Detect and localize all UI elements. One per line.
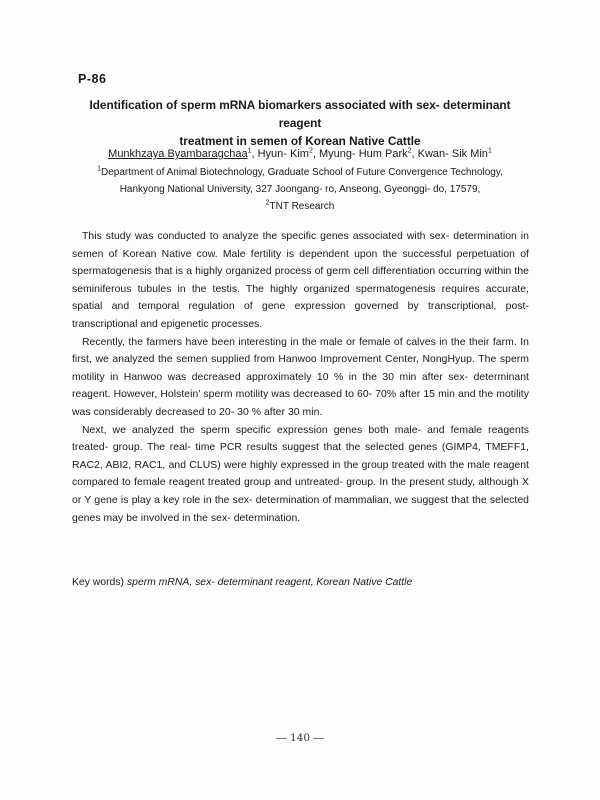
abstract-body <box>72 228 529 527</box>
keywords-label: Key words) <box>72 577 124 588</box>
author-list <box>70 146 530 163</box>
abstract-paragraph-1: This study was conducted to analyze the specific genes associated with sex- determination in semen of Korean Native cow. Male fertility is dependent upon the successful perpetuation of spermatogenesis that is a highly organized process of germ cell differentiation occurring within the seminiferous tubules in the testis. The highly organized spermatogenesis requires accurate, spatial and temporal regulation of gene expression governed by transcriptional, post- transcriptional and epigenetic processes. <box>72 231 529 330</box>
author-4: , Kwan- Sik Min <box>411 148 488 160</box>
affiliation-1-line-1 <box>60 164 540 181</box>
keywords <box>72 574 532 591</box>
page-number: ― 140 ― <box>276 732 324 744</box>
abstract-paragraph-3: Next, we analyzed the sperm specific expression genes both male- and female reagents treated- group. The real- time PCR results suggest that the selected genes (GIMP4, TMEFF1, RAC2, ABI2, RAC1, and CLUS) were highly expressed in the group treated with the male reagent compared to female reagent treated group and untreated- group. In the present study, although X or Y gene is play a key role in the sex- determination of mammalian, we suggest that the selected genes may be involved in the sex- determination. <box>72 424 529 524</box>
author-first: Munkhzaya Byambaragchaa <box>108 148 248 160</box>
author-first-affil: 1 <box>247 147 252 155</box>
affiliation-2-marker: 2 <box>265 199 270 207</box>
author-2-affil: 2 <box>308 147 313 155</box>
affiliations <box>60 164 540 215</box>
affiliation-2-text: TNT Research <box>269 201 335 212</box>
paper-title <box>70 96 530 150</box>
author-3: , Myung- Hum Park <box>312 148 408 160</box>
affiliation-1-line-2: Hankyong National University, 327 Joongang- ro, Anseong, Gyeonggi- do, 17579, <box>119 184 481 195</box>
keywords-values: sperm mRNA, sex- determinant reagent, Korean Native Cattle <box>126 577 413 588</box>
affiliation-1-text: Department of Animal Biotechnology, Graduate School of Future Convergence Technology, <box>101 167 503 178</box>
author-2: , Hyun- Kim <box>251 148 309 160</box>
abstract-paragraph-2: Recently, the farmers have been interesting in the male or female of calves in the their farm. In first, we analyzed the semen supplied from Hanwoo Improvement Center, NongHyup. The sperm motility in Hanwoo was decreased approximately 10 % in the 30 min after sex- determinant reagent. However, Holstein' sperm motility was decreased to 60- 70% after 15 min and the motility was considerably decreased to 20- 30 % after 30 min. <box>72 336 529 418</box>
title-line-2: treatment in semen of Korean Native Cattle <box>179 134 421 148</box>
author-4-affil: 1 <box>487 147 492 155</box>
poster-code: P-86 <box>78 72 107 86</box>
affiliation-2 <box>60 198 540 215</box>
author-3-affil: 2 <box>407 147 412 155</box>
affiliation-1-marker: 1 <box>97 165 101 173</box>
title-line-1: Identification of sperm mRNA biomarkers associated with sex- determinant reagent <box>89 98 511 130</box>
